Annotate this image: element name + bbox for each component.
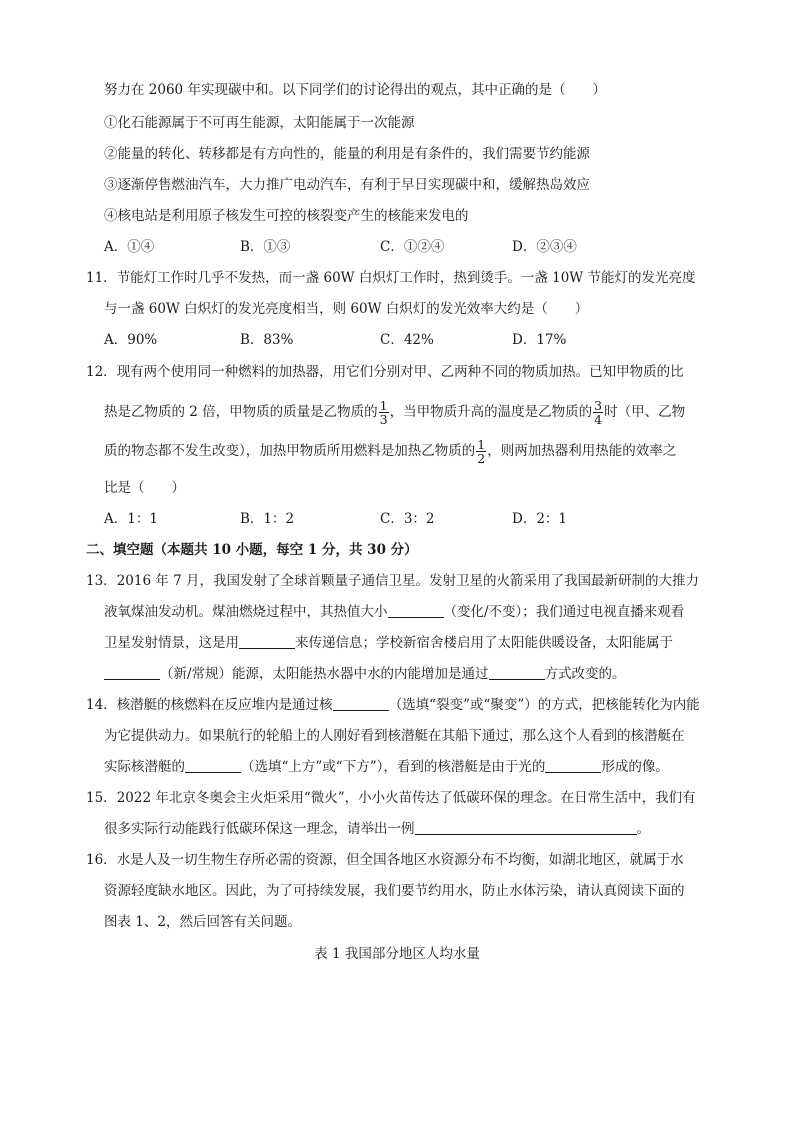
answer-blank[interactable] xyxy=(185,757,241,773)
q12-number: 12． xyxy=(86,364,117,380)
fraction-one-third: $\frac{1}{3}$ xyxy=(379,398,388,427)
q16-number: 16． xyxy=(86,852,117,868)
answer-blank[interactable] xyxy=(489,664,545,680)
q10-statement-3: ③逐渐停售燃油汽车，大力推广电动汽车，有利于早日实现碳中和，缓解热岛效应 xyxy=(104,177,590,193)
q12-option-a: A．1：1 xyxy=(104,511,158,527)
fraction-one-half: $\frac{1}{2}$ xyxy=(477,437,486,466)
q15-line-1: 15．2022 年北京冬奥会主火炬采用“微火”，小小火苗传达了低碳环保的理念。在日常生活中，我们有 xyxy=(86,790,696,806)
q14-line-3: 实际核潜艇的 （选填“上方”或“下方”），看到的核潜艇是由于光的 形成的像。 xyxy=(104,759,669,775)
fraction-three-quarters: $\frac{3}{4}$ xyxy=(594,398,603,427)
q10-option-d: D．②③④ xyxy=(512,239,577,255)
q14-number: 14． xyxy=(86,697,117,713)
q10-option-a: A．①④ xyxy=(104,239,155,255)
q10-statement-4: ④核电站是利用原子核发生可控的核裂变产生的核能来发电的 xyxy=(104,208,469,224)
q11-option-d: D．17% xyxy=(512,332,567,348)
q13-line-1: 13．2016 年 7 月，我国发射了全球首颗量子通信卫星。发射卫星的火箭采用了我国最新研制的大推力 xyxy=(86,573,700,589)
q13-number: 13． xyxy=(86,573,117,589)
q16-line-2: 资源轻度缺水地区。因此，为了可持续发展，我们要节约用水，防止水体污染，请认真阅读下面的 xyxy=(104,883,685,899)
q15-number: 15． xyxy=(86,790,117,806)
answer-blank[interactable] xyxy=(545,757,601,773)
q11-option-b: B．83% xyxy=(240,332,294,348)
q14-line-1: 14．核潜艇的核燃料在反应堆内是通过核 （选填“裂变”或“聚变”）的方式，把核能转化为内能 xyxy=(86,697,700,713)
q10-statement-2: ②能量的转化、转移都是有方向性的，能量的利用是有条件的，我们需要节约能源 xyxy=(104,146,590,162)
q10-option-b: B．①③ xyxy=(240,239,291,255)
answer-blank[interactable] xyxy=(104,664,160,680)
q13-line-4: （新/常规）能源，太阳能热水器中水的内能增加是通过 方式改变的。 xyxy=(104,664,626,684)
answer-blank[interactable] xyxy=(333,695,389,711)
q12-option-c: C．3：2 xyxy=(380,511,435,527)
q13-line-3: 卫星发射情景，这是用 来传递信息；学校新宿舍楼启用了太阳能供暖设备，太阳能属于 xyxy=(104,635,673,651)
q11-line-1: 11．节能灯工作时几乎不发热，而一盏 60W 白炽灯工作时，热到烫手。一盏 10W 节能灯的发光亮度 xyxy=(86,270,696,286)
answer-blank[interactable] xyxy=(388,602,444,618)
q12-option-b: B．1：2 xyxy=(240,511,295,527)
q11-line-2: 与一盏 60W 白炽灯的发光亮度相当，则 60W 白炽灯的发光效率大约是（ ） xyxy=(104,301,589,317)
q14-line-2: 为它提供动力。如果航行的轮船上的人刚好看到核潜艇在其船下通过，那么这个人看到的核潜艇在 xyxy=(104,728,685,744)
q11-number: 11． xyxy=(86,270,117,286)
q12-line-2: 热是乙物质的 2 倍，甲物质的质量是乙物质的 $\frac{1}{3}$ ，当甲物质升高的温度是乙物质的 $\frac{3}{4}$ 时（甲、乙物 xyxy=(104,398,686,427)
q12-option-d: D．2：1 xyxy=(512,511,568,527)
q12-line-4: 比是（ ） xyxy=(104,480,185,496)
answer-blank[interactable] xyxy=(415,819,637,835)
q10-statement-1: ①化石能源属于不可再生能源，太阳能属于一次能源 xyxy=(104,115,415,131)
q13-line-2: 液氧煤油发动机。煤油燃烧过程中，其热值大小 （变化/不变）；我们通过电视直播来观看 xyxy=(104,604,685,620)
section-title-fill-in: 二、填空题（本题共 10 小题，每空 1 分，共 30 分） xyxy=(86,542,418,558)
q16-line-3: 图表 1、2，然后回答有关问题。 xyxy=(104,914,301,930)
q15-line-2: 很多实际行动能践行低碳环保这一理念，请举出一例 。 xyxy=(104,821,650,837)
answer-blank[interactable] xyxy=(239,633,295,649)
q12-line-3: 质的物态都不发生改变），加热甲物质所用燃料是加热乙物质的 $\frac{1}{2}$ ，则两加热器利用热能的效率之 xyxy=(104,437,677,466)
q10-stem: 努力在 2060 年实现碳中和。以下同学们的讨论得出的观点，其中正确的是（ ） xyxy=(104,82,606,98)
q11-option-c: C．42% xyxy=(380,332,434,348)
q11-option-a: A．90% xyxy=(104,332,158,348)
q12-line-1: 12．现有两个使用同一种燃料的加热器，用它们分别对甲、乙两种不同的物质加热。已知甲物质的比 xyxy=(86,364,684,380)
table-1-caption: 表 1 我国部分地区人均水量 xyxy=(314,946,480,962)
q10-option-c: C．①②④ xyxy=(380,239,445,255)
q16-line-1: 16．水是人及一切生物生存所必需的资源，但全国各地区水资源分布不均衡，如湖北地区，就属于水 xyxy=(86,852,684,868)
